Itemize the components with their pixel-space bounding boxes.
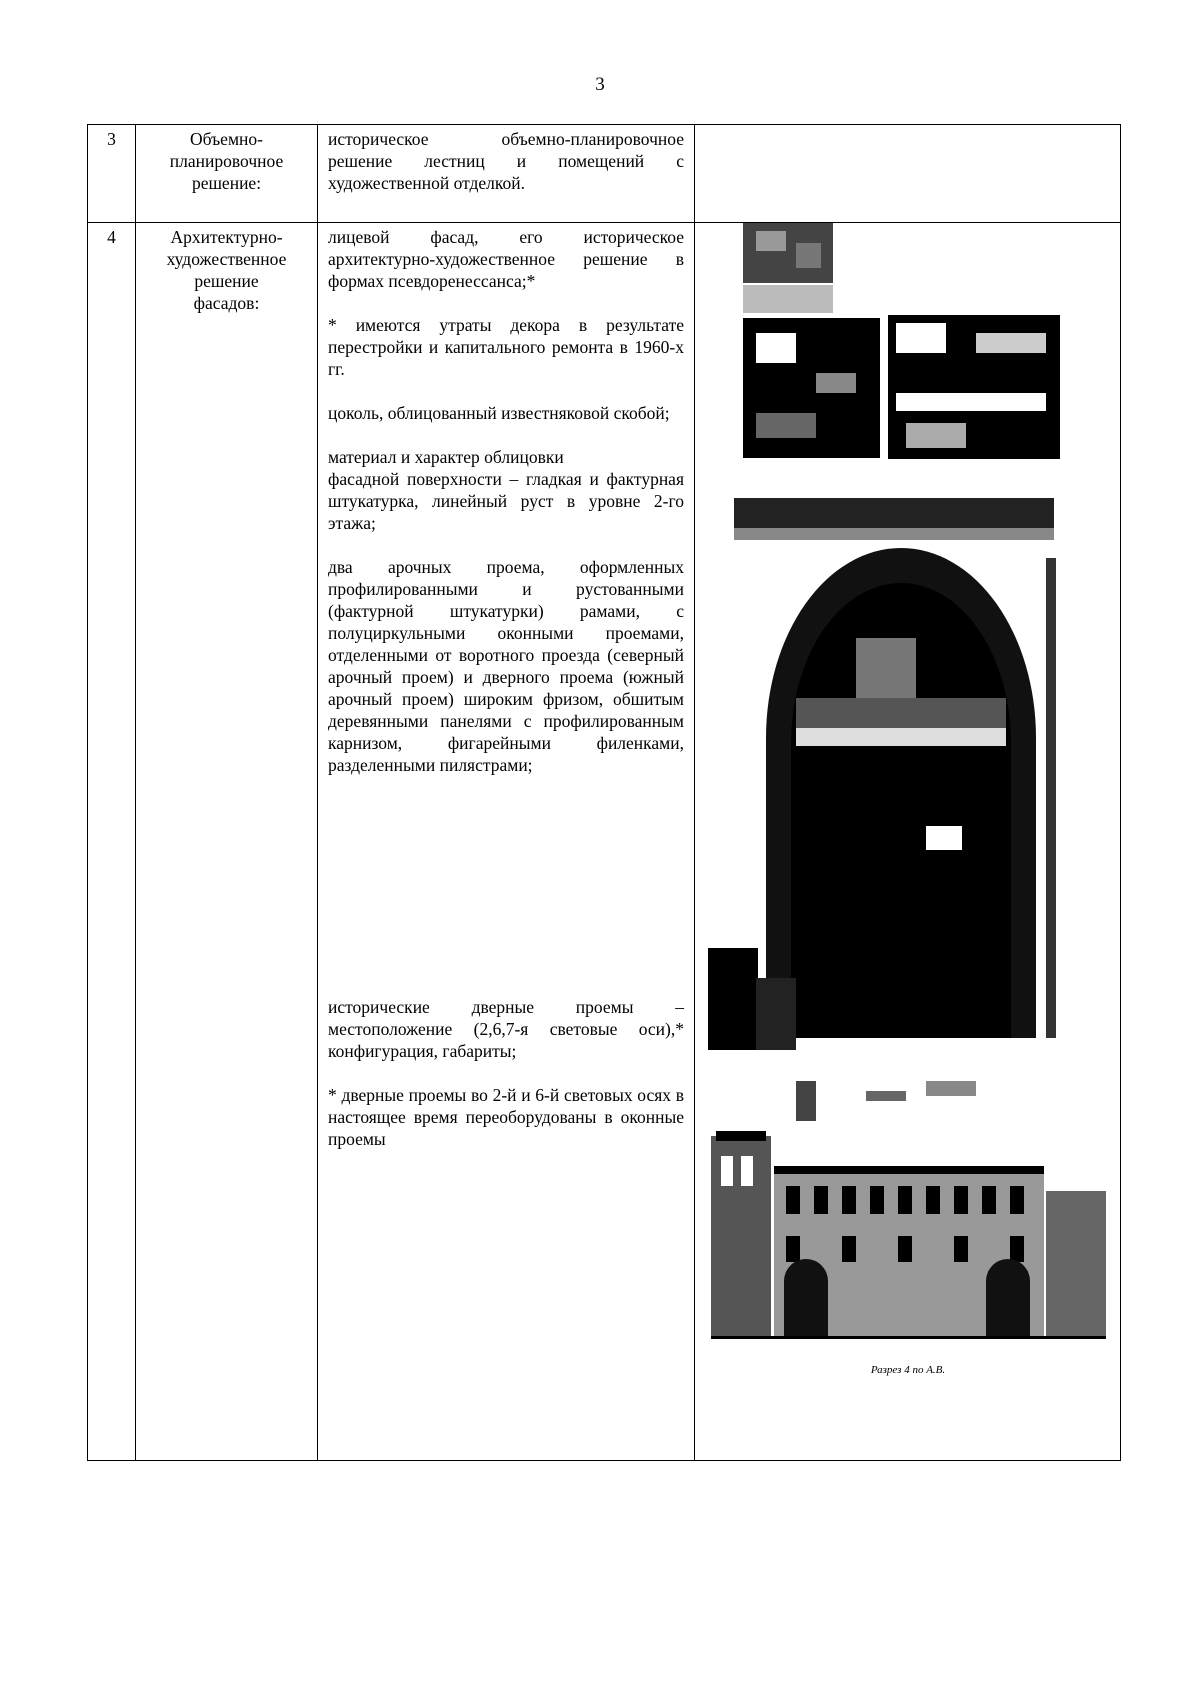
description-paragraph: исторические дверные проемы – местоположение (2,6,7-я световые оси),* конфигурация, габариты;: [328, 997, 684, 1061]
description-paragraph: историческое объемно-планировочное решение лестниц и помещений с художественной отделкой.: [328, 129, 684, 193]
row-title-line: фасадов:: [193, 293, 260, 313]
row-title: [136, 223, 318, 1461]
table-row: [88, 223, 1121, 1461]
row-title-line: решение: [194, 271, 259, 291]
description-note: * дверные проемы во 2-й и 6-й световых осях в настоящее время переоборудованы в оконные проемы: [328, 1085, 684, 1149]
photo-facade-fragments: [696, 223, 1120, 475]
description-paragraph: фасадной поверхности – гладкая и фактурная штукатурка, линейный руст в уровне 2-го этажа;: [328, 469, 684, 533]
row-number: 3: [88, 125, 136, 223]
table-row: [88, 125, 1121, 223]
row-description: [318, 223, 695, 1461]
row-title: [136, 125, 318, 223]
page-number: 3: [595, 74, 605, 95]
photo-facade-drawing: [696, 1061, 1120, 1381]
photo-arched-portal: [696, 478, 1120, 1050]
row-description: [318, 125, 695, 223]
photo-cell: [695, 223, 1121, 1461]
row-title-line: художественное: [166, 249, 287, 269]
row-title-line: планировочное: [169, 151, 284, 171]
photo-cell-empty: [695, 125, 1121, 223]
description-paragraph: два арочных проема, оформленных профилированными и рустованными (фактурной штукатурки) рамами, с полуциркульными оконными проемами, отделенными от воротного проезда (северный арочный проем) и дверного проема (южный арочный проем) широким фризом, обшитым деревянными панелями с профилированным карнизом, фигарейными филенками, разделенными пилястрами;: [328, 557, 684, 775]
row-title-line: решение:: [191, 173, 262, 193]
row-title-line: Архитектурно-: [170, 227, 283, 247]
drawing-caption: Разрез 4 по А.В.: [870, 1364, 946, 1376]
row-title-line: Объемно-: [190, 129, 263, 149]
description-paragraph: материал и характер облицовки: [328, 447, 564, 467]
description-paragraph: лицевой фасад, его историческое архитектурно-художественное решение в формах псевдоренессанса;*: [328, 227, 684, 291]
description-paragraph: цоколь, облицованный известняковой скобой;: [328, 403, 670, 423]
protection-subject-table: [87, 124, 1121, 1461]
description-note: * имеются утраты декора в результате перестройки и капитального ремонта в 1960-х гг.: [328, 315, 684, 379]
row-number: 4: [88, 223, 136, 1461]
